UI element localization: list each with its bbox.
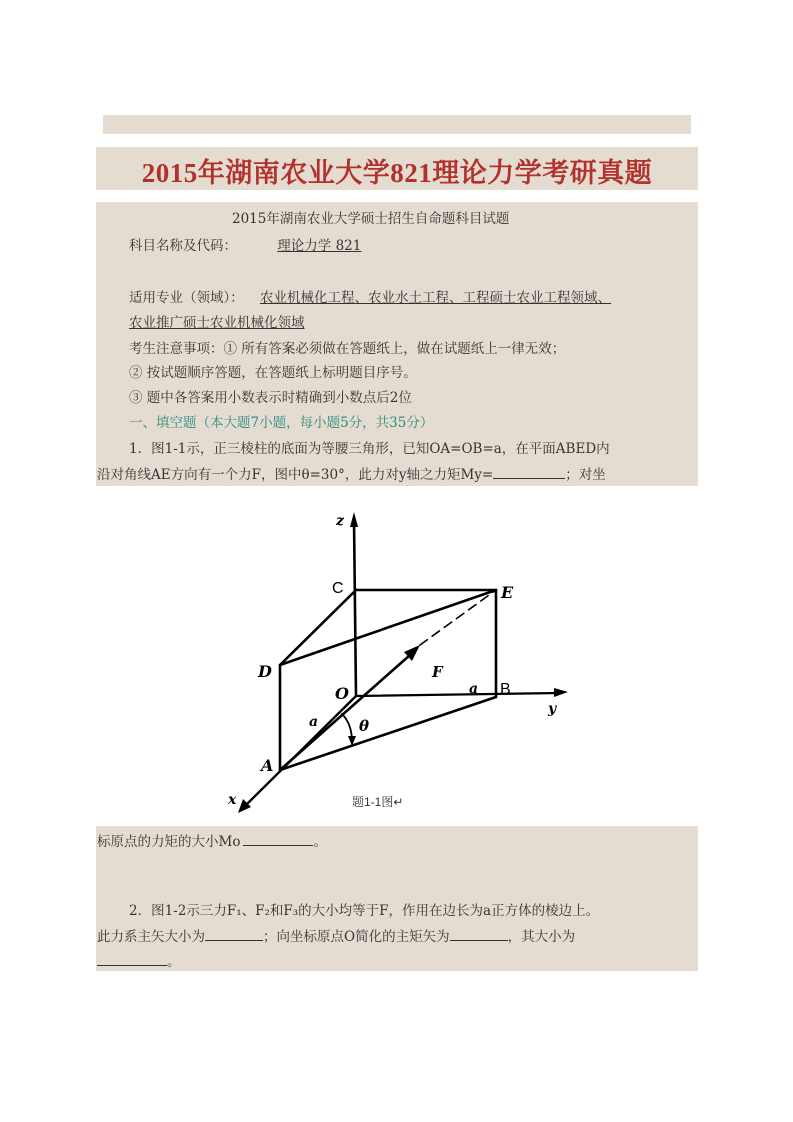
z-axis [354,520,356,696]
label-a-OA: a [309,714,319,730]
edge-DE [280,590,496,665]
subject-value: 理论力学 821 [277,238,362,254]
q1-line3-text: 标原点的力矩的大小Mo [97,834,241,850]
label-z: z [336,513,344,529]
label-A: A [261,756,274,775]
majors-label: 适用专业（领域）： [129,290,244,306]
answer-blank [97,953,167,966]
y-axis-arrow [554,688,568,697]
q2-line2-text: 此力系主矢大小为 [97,929,205,945]
label-F: F [432,663,443,681]
diagonal-dashed [420,590,496,645]
label-D: D [258,662,272,681]
q2-line1: 2．图1-2示三力F₁、F₂和F₃的大小均等于F，作用在边长为a正方体的棱边上。 [129,903,600,919]
answer-blank [205,928,263,941]
edge-CD [280,590,356,665]
y-axis [356,693,560,696]
label-y: y [548,701,557,717]
label-x: x [228,792,237,808]
q1-line1: 1．图1-1示，正三棱柱的底面为等腰三角形，已知OA=OB=a，在平面ABED内 [129,441,610,457]
q1-line2-text: 沿对角线AE方向有一个力F，图中θ=30°，此力对y轴之力矩My= [97,467,494,483]
notes-label: 考生注意事项： [129,341,224,357]
q1-line3-tail: 。 [313,834,327,850]
q2-line3 [97,953,181,971]
figure-caption: 题1-1图↵ [352,795,404,809]
q2-line2-mid: ；向坐标原点O简化的主矩矢为 [263,929,450,945]
q2-line3-tail: 。 [167,954,181,970]
note-3-mark: ③ [129,390,143,406]
majors-line1: 农业机械化工程、农业水土工程、工程硕士农业工程领域、 [260,290,612,306]
exam-header: 2015年湖南农业大学硕士招生自命题科目试题 [232,211,510,227]
edge-AB [280,697,496,770]
label-E: E [501,583,514,602]
force-F-line [280,655,410,770]
note-1-text: 所有答案必须做在答题纸上，做在试题纸上一律无效； [241,341,566,357]
q2-line2 [97,928,575,946]
label-a-OB: a [469,681,479,697]
label-B: B [500,681,511,698]
answer-blank [450,928,508,941]
note-2-text: 按试题顺序答题，在答题纸上标明题目序号。 [146,365,417,381]
note-3-text: 题中各答案用小数表示时精确到小数点后2位 [146,390,412,406]
answer-blank [243,833,313,846]
label-C: C [332,580,344,597]
majors-line2: 农业推广硕士农业机械化领域 [129,315,305,331]
q1-line2-tail: ；对坐 [565,467,606,483]
note-2-mark: ② [129,365,143,381]
label-O: O [335,684,349,703]
subject-label: 科目名称及代码： [129,238,237,254]
z-axis-arrow [350,512,358,527]
q2-line2-tail: ，其大小为 [507,929,576,945]
page-title: 2015年湖南农业大学821理论力学考研真题 [141,158,653,188]
q1-line3 [97,833,327,851]
section-1-heading: 一、填空题（本大题7小题，每小题5分，共35分） [129,415,434,431]
note-1-mark: ① [223,341,237,357]
label-theta: θ [359,717,370,735]
